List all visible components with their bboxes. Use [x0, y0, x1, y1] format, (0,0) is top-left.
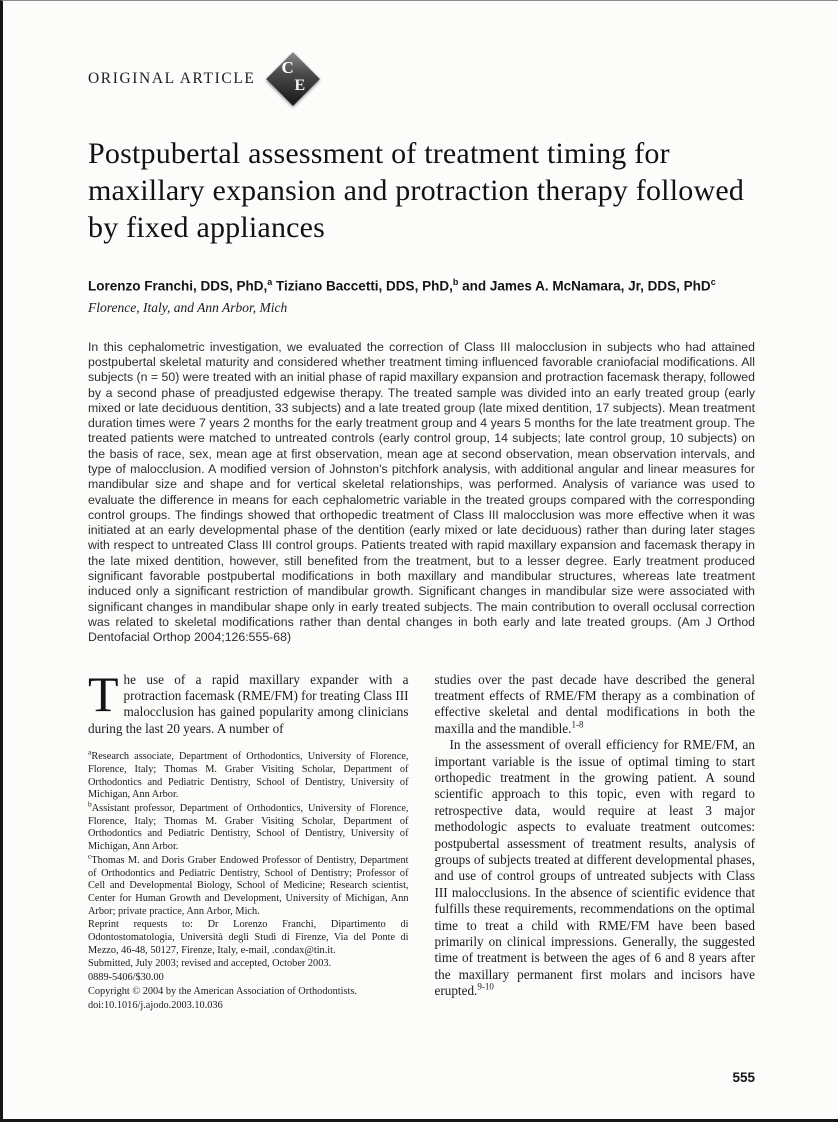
author-affiliation-marker: b — [452, 276, 459, 287]
footnotes-block — [88, 747, 409, 1012]
paragraph-text: studies over the past decade have described the general treatment effects of RME/FM therapy as a combination of effective skeletal and dental modifications in both the maxilla and the mandible. — [434, 671, 755, 736]
body-paragraph — [435, 672, 756, 738]
footnote-item — [88, 851, 409, 919]
author-affiliation-marker: a — [267, 276, 273, 287]
body-paragraph — [435, 737, 756, 1000]
footnote-text: 0889-5406/$30.00 — [88, 972, 164, 984]
footnote-marker: c — [88, 851, 92, 861]
footnote-item — [88, 1000, 409, 1013]
ce-letter-top: C — [281, 58, 294, 77]
article-title: Postpubertal assessment of treatment timing for maxillary expansion and protraction therapy followed by fixed appliances — [88, 137, 745, 245]
footnote-item — [88, 986, 409, 999]
footnote-text: Assistant professor, Department of Orthodontics, University of Florence, Florence, Italy; Thomas M. Graber Visiting Scholar, Department of Orthodontics and Pediatric Dentistry, School of Dentistry, University of Michigan, Ann Arbor. — [88, 802, 409, 853]
footnote-marker: a — [88, 747, 92, 757]
author-name: and James A. McNamara, Jr, DDS, PhD — [458, 278, 711, 294]
author-name: Tiziano Baccetti, DDS, PhD, — [272, 278, 453, 294]
footnote-text: Copyright © 2004 by the American Association of Orthodontists. — [88, 985, 357, 997]
abstract-paragraph: In this cephalometric investigation, we evaluated the correction of Class III malocclusion in subjects who had attained postpubertal skeletal maturity and considered whether treatment timing influenced favorable craniofacial modifications. All subjects (n = 50) were treated with an initial phase of rapid maxillary expansion and protraction facemask therapy, followed by a second phase of preadjusted edgewise therapy. The treated sample was divided into an early treated group (early mixed or late deciduous dentition, 33 subjects) and a late treated group (late mixed dentition, 17 subjects). Mean treatment duration times were 7 years 2 months for the early treatment group and 4 years 5 months for the late treatment group. The treated patients were matched to untreated controls (early control group, 14 subjects; late control group, 10 subjects) on the basis of race, sex, mean age at first observation, mean age at second observation, mean observation intervals, and type of malocclusion. A modified version of Johnston's pitchfork analysis, with additional angular and linear measures for mandibular size and shape and for vertical skeletal relationships, was performed. Analysis of variance was used to evaluate the difference in means for each cephalometric variable in the treated groups compared with the corresponding control groups. The findings showed that orthopedic treatment of Class III malocclusion was more effective when it was initiated at an early developmental phase of the dentition (early mixed or late deciduous) rather than during later stages with respect to untreated Class III control groups. Patients treated with rapid maxillary expansion and facemask therapy in the late mixed dentition, however, still benefited from the treatment, but to a lesser degree. Early treatment produced significant favorable postpubertal modifications in both maxillary and mandibular structures, whereas late treatment induced only a significant restriction of mandibular growth. Significant changes in mandibular size were associated with significant changes in mandibular shape only in early treated subjects. The main contribution to overall occlusal correction was related to skeletal modifications rather than dental changes in both early and late treated groups. (Am J Orthod Dentofacial Orthop 2004;126:555-68) — [88, 339, 755, 645]
dropcap: T — [88, 665, 119, 722]
paragraph-text: In the assessment of overall efficiency for RME/FM, an important variable is the issue of optimal timing to start orthopedic treatment in the growing patient. A sound scientific approach to this topic, even with regard to retrospective data, would require at least 3 major methodologic aspects to evaluate treatment outcomes: postpubertal assessment of treatment results, analysis of groups of subjects treated at different developmental phases, and use of control groups of untreated subjects with Class III malocclusions. In the absence of scientific evidence that fulfills these requirements, recommendations on the optimal time to treat a child with RME/FM have been based primarily on clinical impressions. Generally, the suggested time of treatment is between the ages of 6 and 8 years after the maxillary permanent first molars and incisors have erupted. — [434, 737, 755, 999]
ce-badge — [265, 51, 321, 107]
footnote-item — [88, 919, 409, 957]
footnote-item — [88, 972, 409, 985]
author-affiliation-marker: c — [710, 276, 716, 287]
citation-reference: 1-8 — [571, 719, 584, 730]
right-column — [435, 672, 756, 1014]
intro-text: he use of a rapid maxillary expander with a protraction facemask (RME/FM) for treating Class III malocclusion has gained popularity among clinicians during the last 20 years. A number of — [88, 671, 409, 736]
author-name: Lorenzo Franchi, DDS, PhD, — [88, 278, 268, 294]
footnote-item — [88, 799, 409, 854]
footnote-text: doi:10.1016/j.ajodo.2003.10.036 — [88, 999, 223, 1011]
footnote-text: Submitted, July 2003; revised and accepted, October 2003. — [88, 958, 332, 970]
authors-line — [88, 277, 755, 295]
article-type-label: ORIGINAL ARTICLE — [88, 70, 256, 87]
footnote-item — [88, 958, 409, 971]
article-header — [88, 51, 755, 107]
affiliation-line: Florence, Italy, and Ann Arbor, Mich — [88, 299, 288, 315]
page-number: 555 — [732, 1070, 755, 1085]
body-columns — [88, 665, 755, 1014]
footnote-text: Reprint requests to: Dr Lorenzo Franchi, Dipartimento di Odontostomatologia, Università degli Studi di Firenze, Via del Ponte di Mezzo, 46-48, 50127, Firenze, Italy, e-mail, .condax@tin.it. — [88, 919, 409, 956]
left-column — [88, 665, 409, 1014]
intro-paragraph — [88, 665, 409, 738]
ce-letter-bottom: E — [294, 77, 306, 94]
footnote-text: Thomas M. and Doris Graber Endowed Professor of Dentistry, Department of Orthodontics and Pediatric Dentistry, School of Dentistry; Professor of Cell and Developmental Biology, School of Medicine; Research scientist, Center for Human Growth and Development, University of Michigan, Ann Arbor; private practice, Ann Arbor, Mich. — [88, 854, 409, 917]
footnote-text: Research associate, Department of Orthodontics, University of Florence, Florence, Italy; Thomas M. Graber Visiting Scholar, Department of Orthodontics and Pediatric Dentistry, School of Dentistry, University of Michigan, Ann Arbor. — [88, 751, 409, 801]
footnote-item — [88, 747, 409, 802]
citation-reference: 9-10 — [477, 981, 494, 992]
footnote-marker: b — [88, 799, 92, 809]
